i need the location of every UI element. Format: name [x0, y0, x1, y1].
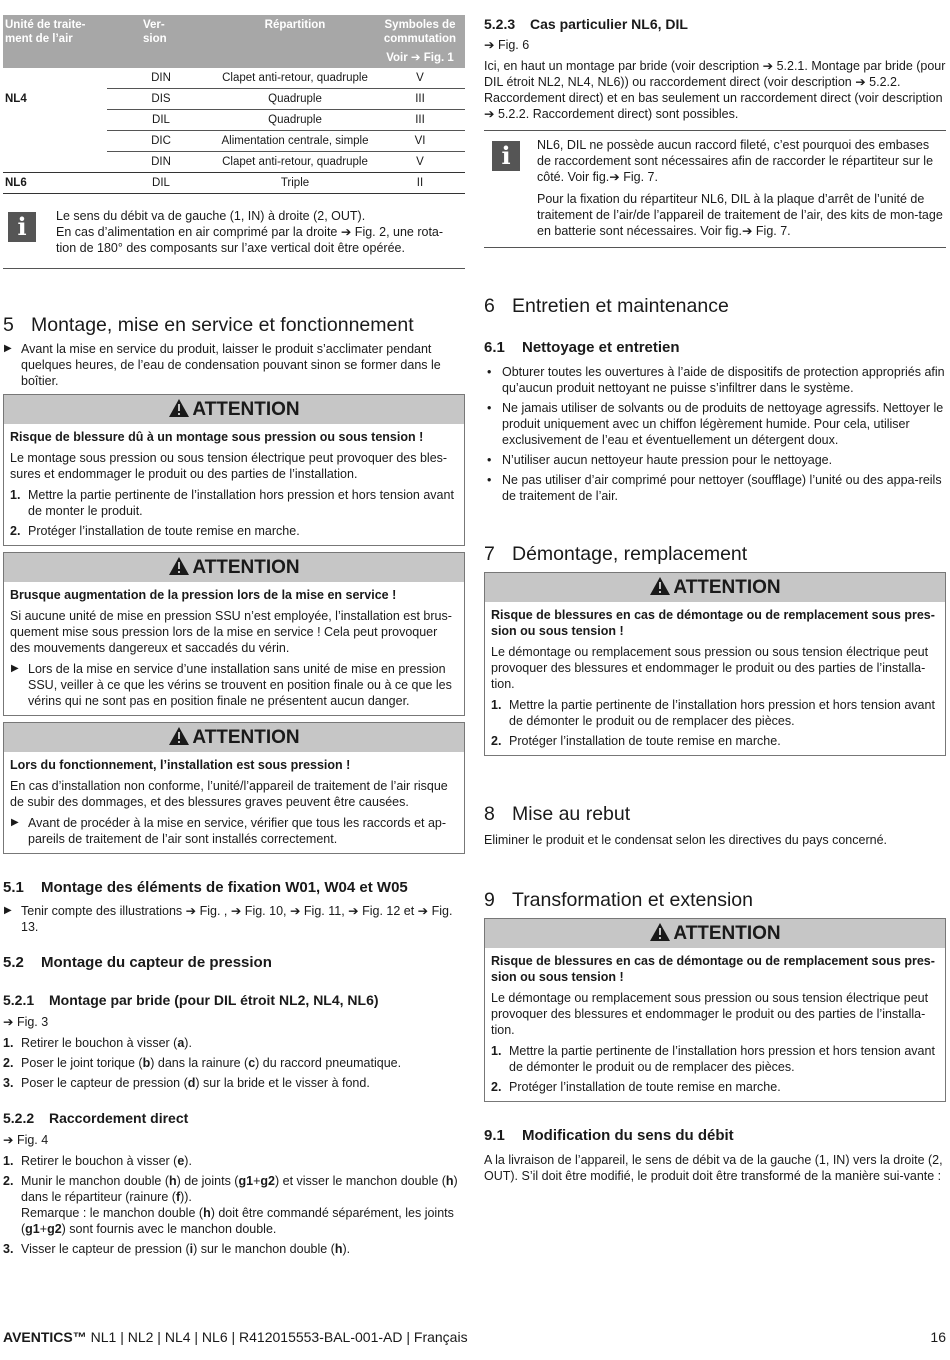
- col-header-symbols: Symboles de commutation: [375, 15, 465, 49]
- cell-distribution: Quadruple: [215, 89, 375, 110]
- list-item: • N’utiliser aucun nettoyeur haute pression pour le nettoyage.: [484, 452, 946, 468]
- warning-title: Risque de blessures en cas de démontage ou de remplacement sous pres-sion ou sous tension !: [491, 954, 935, 984]
- left-column: [3, 15, 465, 1261]
- list-item: • Ne pas utiliser d’air comprimé pour nettoyer (soufflage) l’unité ou des appa-reils de traitement de l’air.: [484, 472, 946, 504]
- cell-distribution: Quadruple: [215, 110, 375, 131]
- section-9-1-heading: 9.1 Modification du sens du débit: [484, 1127, 734, 1144]
- warning-triangle-icon: [168, 726, 190, 756]
- warning-triangle-icon: [649, 576, 671, 606]
- triangle-bullet-icon: ▶: [11, 817, 19, 828]
- step-item: 2. Protéger l’installation de toute remise en marche.: [491, 1080, 781, 1094]
- step-item: 1. Retirer le bouchon à visser (e).: [3, 1154, 192, 1168]
- triangle-bullet-icon: ▶: [4, 905, 12, 916]
- warning-header: ATTENTION: [485, 573, 945, 602]
- cell-distribution: Clapet anti-retour, quadruple: [215, 68, 375, 89]
- step-item: 2. Protéger l’installation de toute remise en marche.: [491, 734, 781, 748]
- action-step: ▶ Avant la mise en service du produit, laisser le produit s’acclimater pendant quelques heures, de l’eau de condensation pouvant sinon se former dans le boîtier.: [4, 342, 441, 388]
- cleaning-list: [484, 364, 946, 504]
- info-note-nl6: [484, 130, 946, 248]
- action-step: ▶ Lors de la mise en service d’une installation sans unité de mise en pression SSU, veiller à ce que les vérins se trouvent en position finale ou à ce que les vérins qui ne sont pas en position finale ne présentent aucun danger.: [11, 662, 452, 708]
- warning-triangle-icon: [649, 922, 671, 952]
- cell-symbol: III: [375, 110, 465, 131]
- list-item: • Ne jamais utiliser de solvants ou de produits de nettoyage agressifs. Nettoyer le produit uniquement avec un chiffon légèrement humide. Pour cela, utiliser exclusivement de l’eau et éventuellement un détergent doux.: [484, 400, 946, 448]
- warning-box-operation: [3, 722, 465, 854]
- warning-text: Le montage sous pression ou sous tension électrique peut provoquer des bles-sures et endommager le produit ou des parties de l’installation.: [10, 451, 448, 481]
- warning-text: En cas d’installation non conforme, l’unité/l’appareil de traitement de l’air risque de subir des dommages, et des blessures graves peuvent être causées.: [10, 779, 448, 809]
- figure-ref: ➔ Fig. 3: [3, 1015, 49, 1029]
- step-item: 2. Munir le manchon double (h) de joints (g1+g2) et visser le manchon double (h) dans le répartiteur (rainure (f)). Remarque : le manchon double (h) doit être commandé séparément, les joints (g1+g2) sont fournis avec le manchon double.: [3, 1174, 458, 1236]
- warning-title: Risque de blessure dû à un montage sous pression ou sous tension !: [10, 430, 424, 444]
- section-5-2-1-heading: 5.2.1 Montage par bride (pour DIL étroit NL2, NL4, NL6): [3, 992, 379, 1008]
- section-5-2-3-heading: 5.2.3 Cas particulier NL6, DIL: [484, 16, 688, 32]
- cell-symbol: V: [375, 152, 465, 173]
- triangle-bullet-icon: ▶: [4, 343, 12, 354]
- cell-symbol: III: [375, 89, 465, 110]
- warning-text: Le démontage ou remplacement sous pression ou sous tension électrique peut provoquer des blessures et endommager le produit ou des parties de l’installa-tion.: [491, 991, 929, 1037]
- warning-box-transformation: [484, 918, 946, 1102]
- list-item: • Obturer toutes les ouvertures à l’aide de dispositifs de protection appropriés afin qu’aucun produit nettoyant ne puisse s’infiltrer dans le système.: [484, 364, 946, 396]
- step-item: 1. Mettre la partie pertinente de l’installation hors pression et hors tension avant de démonter le produit ou de remplacer des pièces.: [491, 1044, 935, 1074]
- warning-triangle-icon: [168, 398, 190, 428]
- cell-distribution: Alimentation centrale, simple: [215, 131, 375, 152]
- cell-unit: [3, 152, 107, 173]
- table-row: [3, 131, 465, 152]
- page-number: 16: [930, 1329, 946, 1345]
- cell-version: DIS: [107, 89, 215, 110]
- cell-symbol: V: [375, 68, 465, 89]
- info-note-text: Le sens du débit va de gauche (1, IN) à droite (2, OUT). En cas d’alimentation en air comprimé par la droite ➔ Fig. 2, une rota- tion de 180° des composants sur l’axe vertical doit être opérée.: [56, 209, 444, 255]
- cell-unit: NL6: [3, 173, 107, 194]
- right-column: [484, 15, 946, 1184]
- col-header-see-fig: Voir ➔ Fig. 1: [375, 49, 465, 68]
- section-8-heading: 8 Mise au rebut: [484, 803, 631, 825]
- cell-distribution: Triple: [215, 173, 375, 194]
- step-item: 3. Poser le capteur de pression (d) sur la bride et le visser à fond.: [3, 1076, 370, 1090]
- action-step: ▶ Avant de procéder à la mise en service, vérifier que tous les raccords et ap-pareils de traitement de l’air sont installés correctement.: [11, 816, 447, 846]
- info-icon: i: [492, 141, 520, 171]
- warning-title: Lors du fonctionnement, l’installation est sous pression !: [10, 758, 351, 772]
- table-row: [3, 89, 465, 110]
- table-row: [3, 173, 465, 194]
- section-6-heading: 6 Entretien et maintenance: [484, 295, 729, 317]
- cell-distribution: Clapet anti-retour, quadruple: [215, 152, 375, 173]
- brand-name: AVENTICS™: [3, 1329, 87, 1345]
- cell-version: DIC: [107, 131, 215, 152]
- section-5-heading: 5 Montage, mise en service et fonctionnement: [3, 314, 414, 336]
- document-ref: NL1 | NL2 | NL4 | NL6 | R412015553-BAL-001-AD | Français: [86, 1329, 468, 1345]
- page-footer: [3, 1329, 946, 1345]
- warning-header: ATTENTION: [4, 553, 464, 582]
- warning-title: Risque de blessures en cas de démontage ou de remplacement sous pres-sion ou sous tension !: [491, 608, 935, 638]
- table-row: [3, 152, 465, 173]
- step-item: 3. Visser le capteur de pression (i) sur le manchon double (h).: [3, 1242, 351, 1256]
- col-header-unit: Unité de traite- ment de l’air: [3, 15, 107, 49]
- paragraph: Eliminer le produit et le condensat selon les directives du pays concerné.: [484, 833, 887, 847]
- section-5-2-heading: 5.2 Montage du capteur de pression: [3, 954, 272, 971]
- cell-symbol: VI: [375, 131, 465, 152]
- cell-unit: [3, 110, 107, 131]
- warning-header: ATTENTION: [4, 395, 464, 424]
- triangle-bullet-icon: ▶: [11, 663, 19, 674]
- info-note-text: Pour la fixation du répartiteur NL6, DIL à la plaque d’arrêt de l’unité de traitement de l’air/de l’appareil de traitement de l’air, des kits de mon-tage en batterie sont nécessaires. Voir fig.➔ Fig. 7.: [537, 192, 943, 238]
- warning-box-mounting: [3, 394, 465, 546]
- distribution-table: [3, 15, 465, 194]
- action-step: ▶ Tenir compte des illustrations ➔ Fig. , ➔ Fig. 10, ➔ Fig. 11, ➔ Fig. 12 et ➔ Fig. 13.: [4, 904, 453, 934]
- cell-unit: [3, 68, 107, 89]
- cell-symbol: II: [375, 173, 465, 194]
- steps-5-2-2: [3, 1153, 465, 1257]
- warning-box-dismantling: [484, 572, 946, 756]
- cell-version: DIN: [107, 152, 215, 173]
- warning-text: Le démontage ou remplacement sous pression ou sous tension électrique peut provoquer des blessures et endommager le produit ou des parties de l’installa-tion.: [491, 645, 929, 691]
- col-header-distribution: Répartition: [215, 15, 375, 49]
- warning-header: ATTENTION: [485, 919, 945, 948]
- warning-triangle-icon: [168, 556, 190, 586]
- warning-box-pressure-startup: [3, 552, 465, 716]
- warning-header: ATTENTION: [4, 723, 464, 752]
- section-5-1-heading: 5.1 Montage des éléments de fixation W01, W04 et W05: [3, 879, 408, 896]
- step-item: 2. Protéger l’installation de toute remise en marche.: [10, 524, 300, 538]
- cell-unit: [3, 131, 107, 152]
- section-5-2-2-heading: 5.2.2 Raccordement direct: [3, 1110, 189, 1126]
- cell-unit: NL4: [5, 93, 27, 105]
- figure-ref: ➔ Fig. 4: [3, 1133, 49, 1147]
- info-note-flow: [3, 208, 465, 269]
- cell-version: DIL: [107, 110, 215, 131]
- cell-version: DIN: [107, 68, 215, 89]
- figure-ref: ➔ Fig. 6: [484, 38, 530, 52]
- info-note-text: NL6, DIL ne possède aucun raccord fileté, c’est pourquoi des embases de raccordement sont nécessaires afin de raccorder le répartiteur sur le côté. Voir fig.➔ Fig. 7.: [537, 138, 934, 184]
- info-icon: i: [8, 212, 36, 242]
- warning-text: Si aucune unité de mise en pression SSU n’est employée, l’installation est brus-quement mise sous pression lors de la mise en service ! Cela peut provoquer des mouvements dangereux et saccadés du vérin.: [10, 609, 452, 655]
- cell-version: DIL: [107, 173, 215, 194]
- table-row: [3, 110, 465, 131]
- step-item: 1. Mettre la partie pertinente de l’installation hors pression et hors tension avant de monter le produit.: [10, 488, 454, 518]
- section-7-heading: 7 Démontage, remplacement: [484, 543, 748, 565]
- steps-5-2-1: [3, 1035, 465, 1091]
- section-6-1-heading: 6.1 Nettoyage et entretien: [484, 339, 680, 356]
- col-header-version: Ver- sion: [107, 15, 215, 49]
- step-item: 1. Mettre la partie pertinente de l’installation hors pression et hors tension avant de démonter le produit ou de remplacer des pièces.: [491, 698, 935, 728]
- step-item: 1. Retirer le bouchon à visser (a).: [3, 1036, 192, 1050]
- paragraph: Ici, en haut un montage par bride (voir description ➔ 5.2.1. Montage par bride (pour DIL étroit NL2, NL4, NL6)) ou raccordement direct (voir description ➔ 5.2.2. Raccordement direct) et en bas seulement un raccordement direct (voir description ➔ 5.2.2. Raccordement direct) sont possibles.: [484, 59, 946, 121]
- warning-title: Brusque augmentation de la pression lors de la mise en service !: [10, 588, 397, 602]
- step-item: 2. Poser le joint torique (b) dans la rainure (c) du raccord pneumatique.: [3, 1056, 402, 1070]
- table-row: [3, 68, 465, 89]
- section-9-heading: 9 Transformation et extension: [484, 889, 753, 911]
- paragraph: A la livraison de l’appareil, le sens de débit va de la gauche (1, IN) vers la droite (2, OUT). S’il doit être modifié, le produit doit être transformé de la manière sui-vante :: [484, 1153, 943, 1183]
